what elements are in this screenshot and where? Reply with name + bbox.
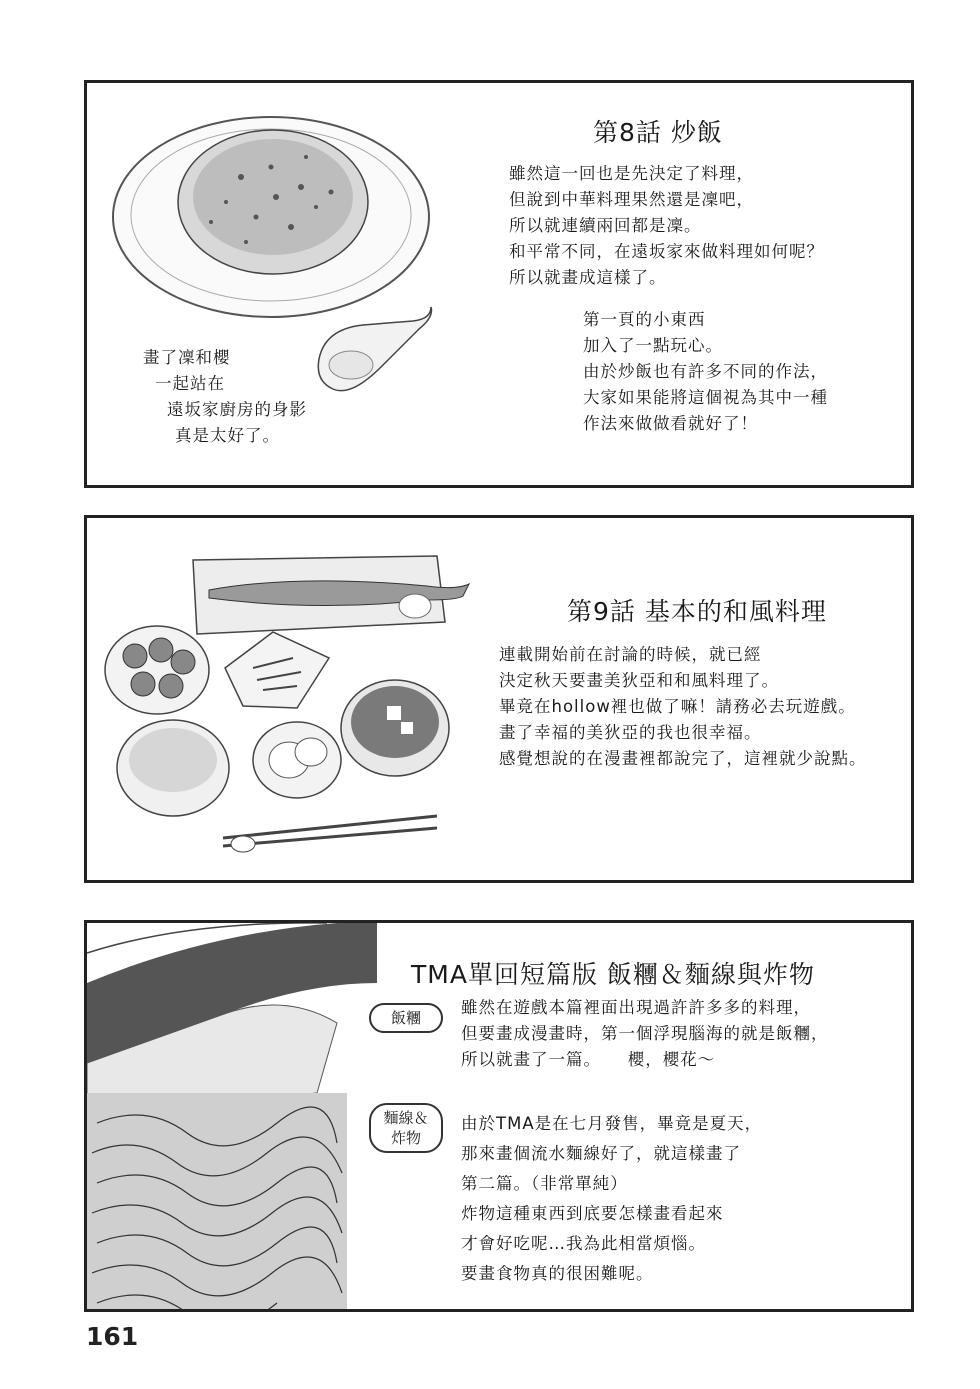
section-line: 雖然在遊戲本篇裡面出現過許許多多的料理， — [461, 998, 811, 1017]
somen-section — [461, 1109, 762, 1289]
chapter-9-body — [499, 642, 867, 772]
section-line: 由於TMA是在七月發售，畢竟是夏天， — [461, 1114, 763, 1133]
body-line: 所以就連續兩回都是凜。 — [509, 216, 702, 235]
fried-food-illustration — [87, 923, 377, 1312]
section-line: 第二篇。（非常單純） — [461, 1174, 628, 1193]
body-line: 連載開始前在討論的時候，就已經 — [499, 645, 762, 664]
body-line: 但說到中華料理果然還是凜吧， — [509, 190, 754, 209]
section-line: 要畫食物真的很困難呢。 — [461, 1264, 654, 1283]
page-number: 161 — [86, 1322, 139, 1351]
chapter-9-title: 第9話 基本的和風料理 — [567, 597, 827, 626]
panel-fried-rice — [84, 80, 914, 488]
chapter-8-note — [583, 307, 828, 437]
section-line: 才會好吃呢…我為此相當煩惱。 — [461, 1234, 706, 1253]
tag-onigiri: 飯糰 — [369, 1003, 443, 1033]
body-line: 畫了幸福的美狄亞的我也很幸福。 — [499, 723, 762, 742]
japanese-meal-illustration — [97, 538, 487, 868]
body-line: 雖然這一回也是先決定了料理， — [509, 164, 754, 183]
body-line: 感覺想說的在漫畫裡都說完了，這裡就少說點。 — [499, 749, 867, 768]
panel-tma-short — [84, 920, 914, 1312]
note-line: 由於炒飯也有許多不同的作法， — [583, 362, 828, 381]
note-line: 第一頁的小東西 — [583, 310, 706, 329]
caption-line: 一起站在 — [155, 374, 225, 393]
chapter-8-caption — [143, 345, 307, 449]
section-line: 炸物這種東西到底要怎樣畫看起來 — [461, 1204, 724, 1223]
note-line: 大家如果能將這個視為其中一種 — [583, 388, 828, 407]
chapter-8-body — [509, 161, 824, 291]
tag-somen-fried — [369, 1103, 443, 1153]
body-line: 畢竟在hollow裡也做了嘛！請務必去玩遊戲。 — [499, 697, 856, 716]
section-line: 那來畫個流水麵線好了，就這樣畫了 — [461, 1144, 741, 1163]
caption-line: 畫了凜和櫻 — [143, 348, 231, 367]
panel-japanese-food — [84, 515, 914, 883]
caption-line: 遠坂家廚房的身影 — [167, 400, 307, 419]
tag-line: 炸物 — [390, 1129, 421, 1147]
onigiri-section — [461, 995, 829, 1073]
section-line: 所以就畫了一篇。 櫻，櫻花～ — [461, 1050, 716, 1069]
note-line: 作法來做做看就好了！ — [583, 414, 758, 433]
caption-line: 真是太好了。 — [175, 426, 280, 445]
section-line: 但要畫成漫畫時，第一個浮現腦海的就是飯糰， — [461, 1024, 829, 1043]
body-line: 決定秋天要畫美狄亞和和風料理了。 — [499, 671, 779, 690]
chapter-8-title: 第8話 炒飯 — [593, 118, 723, 147]
tma-title: TMA單回短篇版 飯糰＆麵線與炸物 — [411, 960, 815, 989]
body-line: 和平常不同，在遠坂家來做料理如何呢？ — [509, 242, 824, 261]
note-line: 加入了一點玩心。 — [583, 336, 723, 355]
body-line: 所以就畫成這樣了。 — [509, 268, 667, 287]
tag-line: 麵線＆ — [383, 1109, 429, 1127]
